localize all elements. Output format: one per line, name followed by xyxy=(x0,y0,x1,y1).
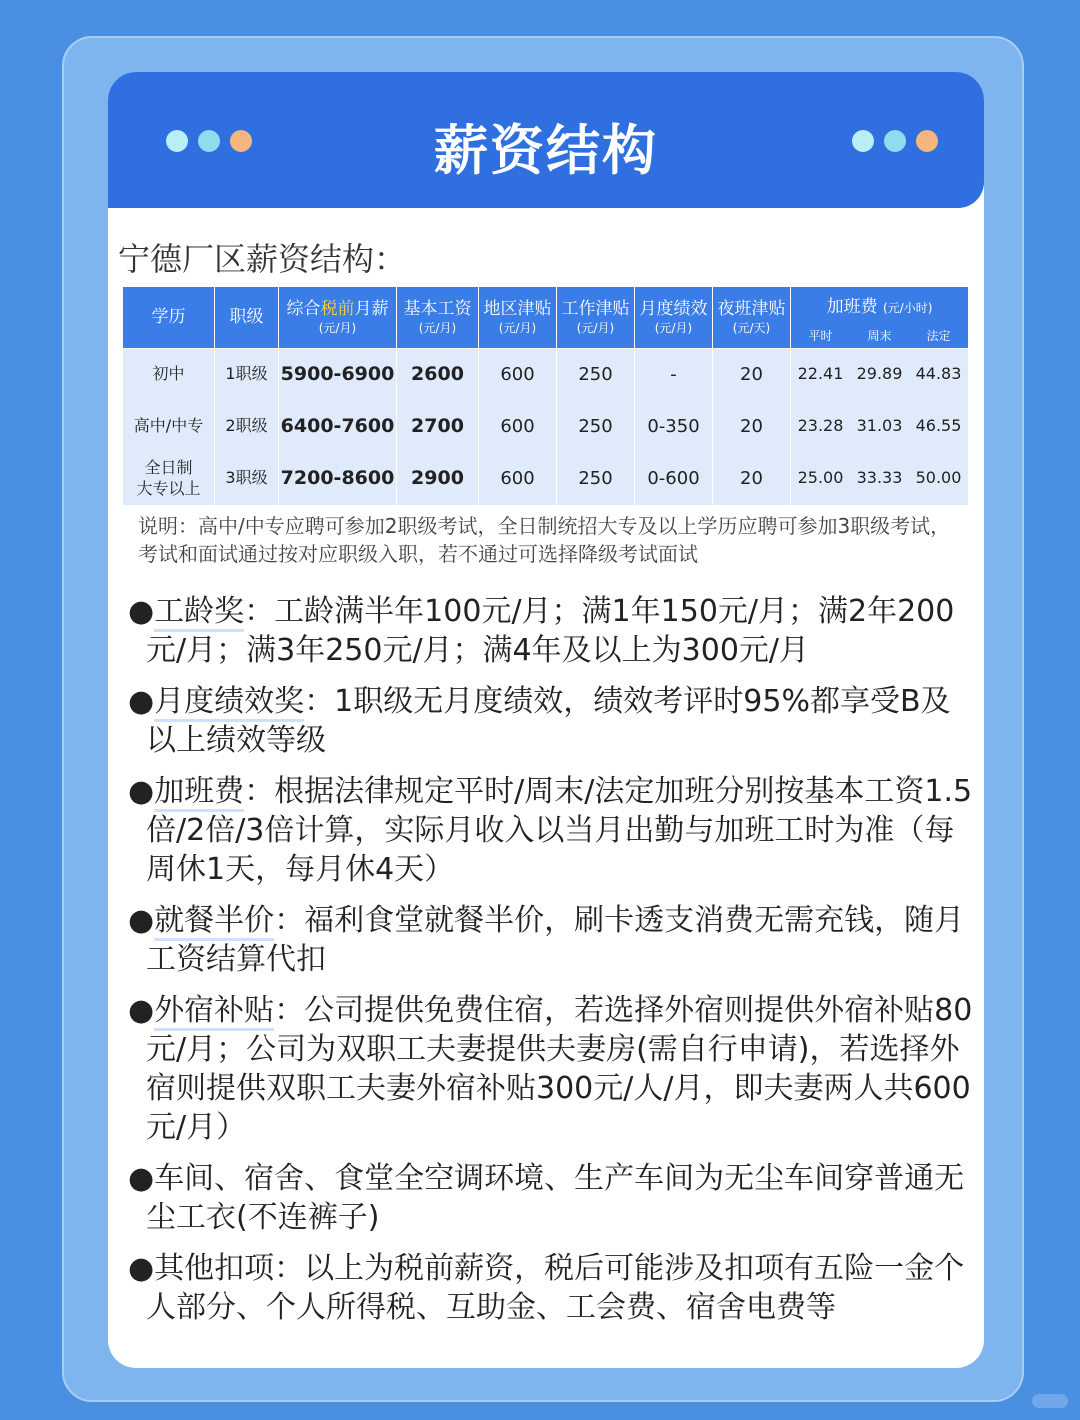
col-header-overtime xyxy=(791,287,969,349)
cell-ot-holiday: 50.00 xyxy=(915,468,962,488)
bullet-icon: ● xyxy=(128,1251,155,1286)
cell-ot-weekend: 29.89 xyxy=(856,364,903,384)
section-title: 宁德厂区薪资结构： xyxy=(118,240,407,278)
cell-region: 600 xyxy=(479,349,557,401)
cell-overtime xyxy=(791,401,969,453)
col-header-perf xyxy=(635,287,713,349)
table-header-row xyxy=(123,287,969,349)
col-header-label: 加班费 xyxy=(826,297,878,318)
cell-night: 20 xyxy=(713,401,791,453)
benefit-item xyxy=(128,772,978,889)
benefit-item xyxy=(128,1249,978,1327)
col-header-total-highlight: 税前 xyxy=(320,299,355,320)
cell-night: 20 xyxy=(713,349,791,401)
benefit-keyword: 就餐半价 xyxy=(154,903,274,941)
col-header-unit: (元/月) xyxy=(318,320,357,335)
benefit-item xyxy=(128,991,978,1147)
col-header-level: 职级 xyxy=(215,287,279,349)
cell-ot-weekday: 23.28 xyxy=(797,416,844,436)
cell-overtime xyxy=(791,349,969,401)
col-header-region xyxy=(479,287,557,349)
col-header-unit: (元/天) xyxy=(732,320,771,335)
content-card xyxy=(108,72,984,1368)
bullet-icon: ● xyxy=(128,1161,155,1196)
cell-ot-weekday: 22.41 xyxy=(797,364,844,384)
salary-table xyxy=(122,286,969,505)
benefit-item xyxy=(128,682,978,760)
cell-total: 5900-6900 xyxy=(279,349,397,401)
col-header-work xyxy=(557,287,635,349)
benefit-keyword: 外宿补贴 xyxy=(154,993,274,1031)
cell-work: 250 xyxy=(557,401,635,453)
cell-edu: 高中/中专 xyxy=(123,401,215,453)
table-row xyxy=(123,453,969,505)
note-text: 说明：高中/中专应聘可参加2职级考试，全日制统招大专及以上学历应聘可参加3职级考试，考试和面试通过按对应职级入职，若不通过可选择降级考试面试 xyxy=(138,514,951,566)
cell-ot-weekend: 33.33 xyxy=(856,468,903,488)
cell-perf: 0-350 xyxy=(635,401,713,453)
col-header-unit: (元/小时) xyxy=(882,301,933,316)
cell-ot-weekday: 25.00 xyxy=(797,468,844,488)
col-header-base xyxy=(397,287,479,349)
col-header-total-post: 月薪 xyxy=(354,299,389,320)
benefit-keyword: 月度绩效奖 xyxy=(154,684,304,722)
cell-level: 3职级 xyxy=(215,453,279,505)
overtime-subheaders xyxy=(791,329,968,344)
cell-total: 7200-8600 xyxy=(279,453,397,505)
cell-level: 2职级 xyxy=(215,401,279,453)
col-header-label: 基本工资 xyxy=(403,299,472,320)
cell-level: 1职级 xyxy=(215,349,279,401)
benefit-text: 车间、宿舍、食堂全空调环境、生产车间为无尘车间穿普通无尘工衣(不连裤子) xyxy=(146,1161,965,1235)
benefit-text: ：工龄满半年100元/月；满1年150元/月；满2年200元/月；满3年250元/月；满4年及以上为300元/月 xyxy=(146,594,955,668)
col-header-label: 地区津贴 xyxy=(483,299,552,320)
cell-base: 2600 xyxy=(397,349,479,401)
bullet-icon: ● xyxy=(128,774,155,809)
col-header-total xyxy=(279,287,397,349)
cell-ot-weekend: 31.03 xyxy=(856,416,903,436)
col-header-edu: 学历 xyxy=(123,287,215,349)
bullet-icon: ● xyxy=(128,594,155,629)
cell-base: 2700 xyxy=(397,401,479,453)
col-header-unit: (元/月) xyxy=(576,320,615,335)
benefit-item xyxy=(128,1159,978,1237)
cell-region: 600 xyxy=(479,453,557,505)
cell-edu: 初中 xyxy=(123,349,215,401)
cell-region: 600 xyxy=(479,401,557,453)
benefit-keyword: 加班费 xyxy=(154,774,244,812)
page-title: 薪资结构 xyxy=(434,119,658,182)
decor-dot xyxy=(884,130,906,152)
decor-dots-right xyxy=(852,130,938,152)
benefit-list xyxy=(128,592,978,1339)
col-header-night xyxy=(713,287,791,349)
benefit-item xyxy=(128,592,978,670)
table-body xyxy=(123,349,969,505)
benefit-text: ：根据法律规定平时/周末/法定加班分别按基本工资1.5倍/2倍/3倍计算，实际月收入以当月出勤与加班工时为准（每周休1天，每月休4天） xyxy=(146,774,973,887)
benefit-text: ：1职级无月度绩效，绩效考评时95%都享受B及以上绩效等级 xyxy=(146,684,951,758)
col-header-label: 月度绩效 xyxy=(639,299,708,320)
col-header-unit: (元/月) xyxy=(418,320,457,335)
cell-night: 20 xyxy=(713,453,791,505)
col-header-label: 夜班津贴 xyxy=(717,299,786,320)
col-header-label: 工作津贴 xyxy=(561,299,630,320)
cell-work: 250 xyxy=(557,349,635,401)
col-header-unit: (元/月) xyxy=(498,320,537,335)
benefit-text: ：公司提供免费住宿，若选择外宿则提供外宿补贴80元/月；公司为双职工夫妻提供夫妻房(需自行申请)，若选择外宿则提供双职工夫妻外宿补贴300元/人/月，即夫妻两人共600元/月） xyxy=(146,993,973,1145)
ot-subheader-weekday: 平时 xyxy=(808,328,833,343)
col-header-total-pre: 综合 xyxy=(286,299,321,320)
cell-total: 6400-7600 xyxy=(279,401,397,453)
header-banner xyxy=(108,72,984,208)
cell-edu: 全日制 大专以上 xyxy=(123,453,215,505)
cell-work: 250 xyxy=(557,453,635,505)
cell-ot-holiday: 44.83 xyxy=(915,364,962,384)
table-row xyxy=(123,401,969,453)
cell-ot-holiday: 46.55 xyxy=(915,416,962,436)
table-row xyxy=(123,349,969,401)
cell-base: 2900 xyxy=(397,453,479,505)
col-header-unit: (元/月) xyxy=(654,320,693,335)
benefit-item xyxy=(128,901,978,979)
decor-dot xyxy=(916,130,938,152)
ot-subheader-holiday: 法定 xyxy=(926,328,951,343)
benefit-text: ：福利食堂就餐半价，刷卡透支消费无需充钱，随月工资结算代扣 xyxy=(146,903,965,977)
benefit-keyword: 工龄奖 xyxy=(154,594,244,632)
bullet-icon: ● xyxy=(128,903,155,938)
cell-perf: 0-600 xyxy=(635,453,713,505)
decor-dot xyxy=(852,130,874,152)
bullet-icon: ● xyxy=(128,993,155,1028)
watermark-badge xyxy=(1032,1394,1068,1408)
cell-perf: - xyxy=(635,349,713,401)
ot-subheader-weekend: 周末 xyxy=(867,328,892,343)
benefit-text: 其他扣项：以上为税前薪资，税后可能涉及扣项有五险一金个人部分、个人所得税、互助金、工会费、宿舍电费等 xyxy=(146,1251,965,1325)
cell-overtime xyxy=(791,453,969,505)
bullet-icon: ● xyxy=(128,684,155,719)
